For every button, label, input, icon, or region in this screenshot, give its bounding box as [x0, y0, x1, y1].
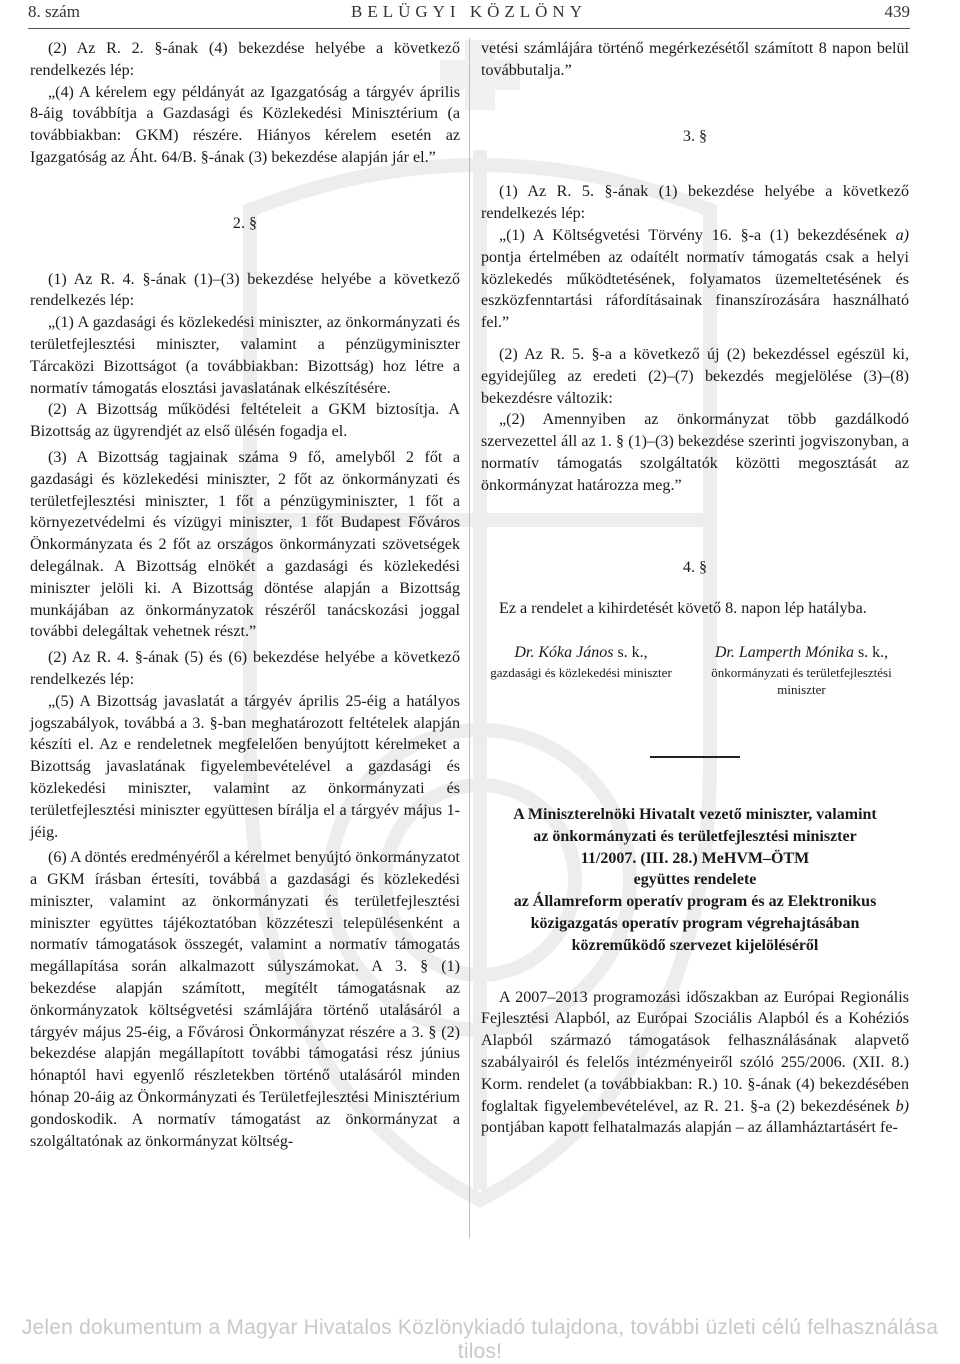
paragraph: (6) A döntés eredményéről a kérelmet benyújtó önkormányzatot a GKM írásban értesíti, továbbá a gazdasági és közlekedési miniszter, valamint az önkormányzati és területfejlesztési miniszter együttes tájékoztatóban közzéteszi településenként a normatív támogatások összegét, valamint a normatív támogatás megállapítása során alkalmazott súlyszámokat. A 3. § (1) bekezdése alapján számított, megítélt támogatásnak az önkormányzatok költségvetési számlájára történő utalásáról a tárgyév május 25-éig, a Fővárosi Önkormányzat részére a 3. § (2) bekezdése alapján megállapított további támogatási rész június hónaptól havi egyenlő részletekben történő utalásáról minden hónap 20-áig az Önkormányzati és Területfejlesztési Minisztérium gondoskodik. A normatív támogatást az önkormányzat a szolgáltatónak az önkormányzat költség-: [30, 849, 460, 1150]
paragraph: (2) Az R. 2. §-ának (4) bekezdése helyébe a következő rendelkezés lép:: [30, 40, 460, 79]
issue-number: 8. szám: [28, 2, 80, 21]
journal-title: BELÜGYI KÖZLÖNY: [350, 2, 587, 21]
header-rule: [28, 28, 910, 29]
paragraph: (2) Az R. 4. §-ának (5) és (6) bekezdése helyébe a következő rendelkezés lép:: [30, 649, 460, 688]
section-heading: 4. §: [682, 558, 708, 576]
separator-rule: [650, 756, 740, 758]
running-header: [28, 2, 910, 26]
column-divider: [469, 38, 470, 1238]
paragraph: „(1) A Költségvetési Törvény 16. §-a (1) bekezdésének a) pontja értelmében az odaítélt normatív támogatás csak a helyi közlekedés működtetésének, folyamatos üzemeltetésének és eszközfenntartási ráfordításainak finanszírozására használható fel.”: [481, 226, 909, 332]
paragraph: (2) A Bizottság működési feltételeit a GKM biztosítja. A Bizottság az ügyrendjét az első ülésén fogadja el.: [30, 401, 460, 441]
paragraph: „(1) A gazdasági és közlekedési miniszter, az önkormányzati és területfejlesztési miniszter, valamint a pénzügyminiszter Tárcaközi Bizottságot (a továbbiakban: Bizottság) hoz létre a normatív támogatás elosztási javaslatának elkészítésére.: [30, 314, 460, 397]
paragraph: (2) Az R. 5. §-a a következő új (2) bekezdéssel egészül ki, egyidejűleg az eredeti (2)–(7) bekezdés megjelölése (3)–(8) bekezdésre változik:: [481, 345, 909, 407]
signature-block: Dr. Kóka János s. k., gazdasági és közlekedési miniszter: [481, 642, 681, 698]
signatory-name: Dr. Kóka János: [514, 644, 614, 662]
signatures: [481, 642, 909, 698]
paragraph: vetési számlájára történő megérkezésétől számított 8 napon belül továbbutalja.”: [481, 40, 909, 79]
decree-title: A Miniszterelnöki Hivatalt vezető miniszter, valamint az önkormányzati és területfejlesztési miniszter 11/2007. (III. 28.) MeHVM–ÖTM együttes rendelete az Államreform operatív program és az Elektronikus közigazgatás operatív program végrehajtásában közreműködő szervezet kijelöléséről: [513, 805, 877, 954]
page-number: 439: [884, 2, 910, 21]
paragraph: „(5) A Bizottság javaslatát a tárgyév április 25-éig a hatályos jogszabályok, továbbá a 3. §-ban meghatározott feltételek alapján készíti el. Az e rendeletnek megfelelően benyújtott kérelmeket a Bizottság javaslatának figyelembevételével a gazdasági és közlekedési miniszter, valamint az önkormányzati és területfejlesztési miniszter együttesen bírálja el a tárgyév május 1-jéig.: [30, 692, 460, 841]
section-heading: 2. §: [232, 214, 258, 232]
signatory-role: önkormányzati és területfejlesztési miniszter: [711, 664, 892, 697]
section-heading: 3. §: [682, 127, 708, 145]
paragraph: (3) A Bizottság tagjainak száma 9 fő, amelyből 2 főt a gazdasági és közlekedési miniszter, 2 főt az önkormányzati és területfejlesztési miniszter, 1 főt a pénzügyminiszter, 1 főt a környezetvédelmi és vízügyi miniszter, 1 főt Budapest Főváros Önkormányzata és 2 főt az országos önkormányzati szövetségek delegálnak. A Bizottság elnökét a gazdasági és közlekedési miniszter jelöli ki. A Bizottság döntése alapján a Bizottság munkájában az önkormányzatok részéről tanácskozási joggal további delegáltak vehetnek részt.”: [30, 448, 460, 641]
paragraph: Ez a rendelet a kihirdetését követő 8. napon lép hatályba.: [499, 600, 867, 618]
signature-block: Dr. Lamperth Mónika s. k., önkormányzati és területfejlesztési miniszter: [694, 642, 909, 698]
paragraph: „(4) A kérelem egy példányát az Igazgatóság a tárgyév április 8-áig továbbítja a Gazdasági és Közlekedési Minisztérium (a továbbiakban: GKM) részére. Hiányos kérelem esetén az Igazgatóság az Áht. 64/B. §-ának (3) bekezdése alapján jár el.”: [30, 83, 460, 166]
copyright-notice: Jelen dokumentum a Magyar Hivatalos Közlönykiadó tulajdona, további üzleti célú felhasználása tilos!: [21, 1316, 939, 1363]
paragraph: (1) Az R. 5. §-ának (1) bekezdése helyébe a következő rendelkezés lép:: [481, 183, 909, 223]
left-column: [30, 38, 460, 1152]
signatory-name: Dr. Lamperth Mónika: [714, 644, 854, 662]
paragraph: „(2) Amennyiben az önkormányzat több gazdálkodó szervezettel áll az 1. § (1)–(3) bekezdése szerinti jogviszonyban, a normatív támogatás szolgáltatók közötti megosztását az önkormányzat határozza meg.”: [481, 411, 909, 494]
right-column: [481, 38, 909, 1139]
paragraph: A 2007–2013 programozási időszakban az Európai Regionális Fejlesztési Alapból, az Európai Szociális Alapból és a Kohéziós Alapból származó támogatások felhasználásának alapvető szabályairól és felelős intézményeiről szóló 255/2006. (XII. 8.) Korm. rendelet (a továbbiakban: R.) 10. §-ának (4) bekezdésében foglaltak figyelembevételével, az R. 21. §-a (2) bekezdésének b) pontjában kapott felhatalmazás alapján – az államháztartásért fe-: [481, 988, 909, 1137]
signatory-role: gazdasági és közlekedési miniszter: [490, 664, 672, 680]
paragraph: (1) Az R. 4. §-ának (1)–(3) bekezdése helyébe a következő rendelkezés lép:: [30, 270, 460, 310]
